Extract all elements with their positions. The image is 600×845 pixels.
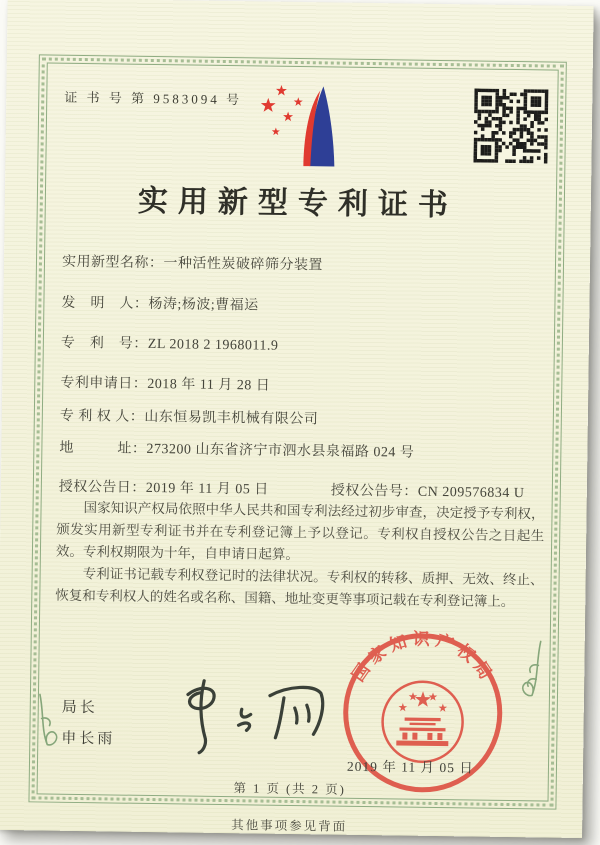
- field-value: 杨涛;杨波;曹福运: [148, 296, 259, 314]
- field-label: 授权公告号：: [330, 483, 418, 500]
- svg-text:国家知识产权局: 国家知识产权局: [348, 629, 499, 687]
- seal-date: 2019 年 11 月 05 日: [346, 758, 474, 776]
- back-note: 其他事项参见背面: [231, 818, 348, 834]
- body-paragraph-2: 专利证书记载专利权登记时的法律状况。专利权的转移、质押、无效、终止、恢复和专利权人的姓名或名称、国籍、地址变更等事项记载在专利登记簿上。: [55, 566, 544, 610]
- field-value: CN 209576834 U: [417, 484, 525, 502]
- field-label: 专 利 号：: [60, 335, 148, 352]
- cnipa-logo-icon: [245, 79, 366, 176]
- page-number: 第 1 页 (共 2 页): [233, 781, 346, 797]
- qr-code: [473, 88, 548, 163]
- field-label: 发 明 人：: [61, 295, 149, 312]
- signatory-block: [61, 696, 116, 759]
- field-label: 专 利 权 人：: [59, 408, 145, 425]
- field-value: 一种活性炭破碎筛分装置: [163, 256, 324, 274]
- signatory-position: 局长: [61, 699, 98, 717]
- field-value: 2018 年 11 月 28 日: [147, 376, 271, 394]
- commissioner-signature-icon: [165, 664, 356, 771]
- field-grant-no: [331, 480, 525, 503]
- field-label: 专利申请日：: [60, 375, 148, 392]
- body-paragraph-1: 国家知识产权局依照中华人民共和国专利法经过初步审查，决定授予专利权，颁发实用新型专利证书并在专利登记簿上予以登记。专利权自授权公告之日起生效。专利权期限为十年，自申请日起算。: [55, 500, 545, 563]
- certificate-number: 证 书 号 第 9583094 号: [64, 89, 243, 108]
- certificate-body: [55, 497, 544, 614]
- field-label: 地 址：: [59, 440, 147, 457]
- certificate-title: 实用新型专利证书: [137, 184, 459, 223]
- signatory-name: 申长雨: [61, 730, 116, 748]
- field-value: 山东恒易凯丰机械有限公司: [144, 409, 319, 428]
- field-value: 273200 山东省济宁市泗水县泉福路 024 号: [146, 441, 415, 461]
- corner-flourish-icon: [502, 639, 549, 700]
- field-value: ZL 2018 2 1968011.9: [147, 336, 279, 354]
- field-label: 实用新型名称：: [61, 254, 164, 272]
- national-emblem-icon: [382, 681, 463, 762]
- field-value: 2019 年 11 月 05 日: [145, 480, 269, 498]
- field-label: 授权公告日：: [58, 479, 146, 496]
